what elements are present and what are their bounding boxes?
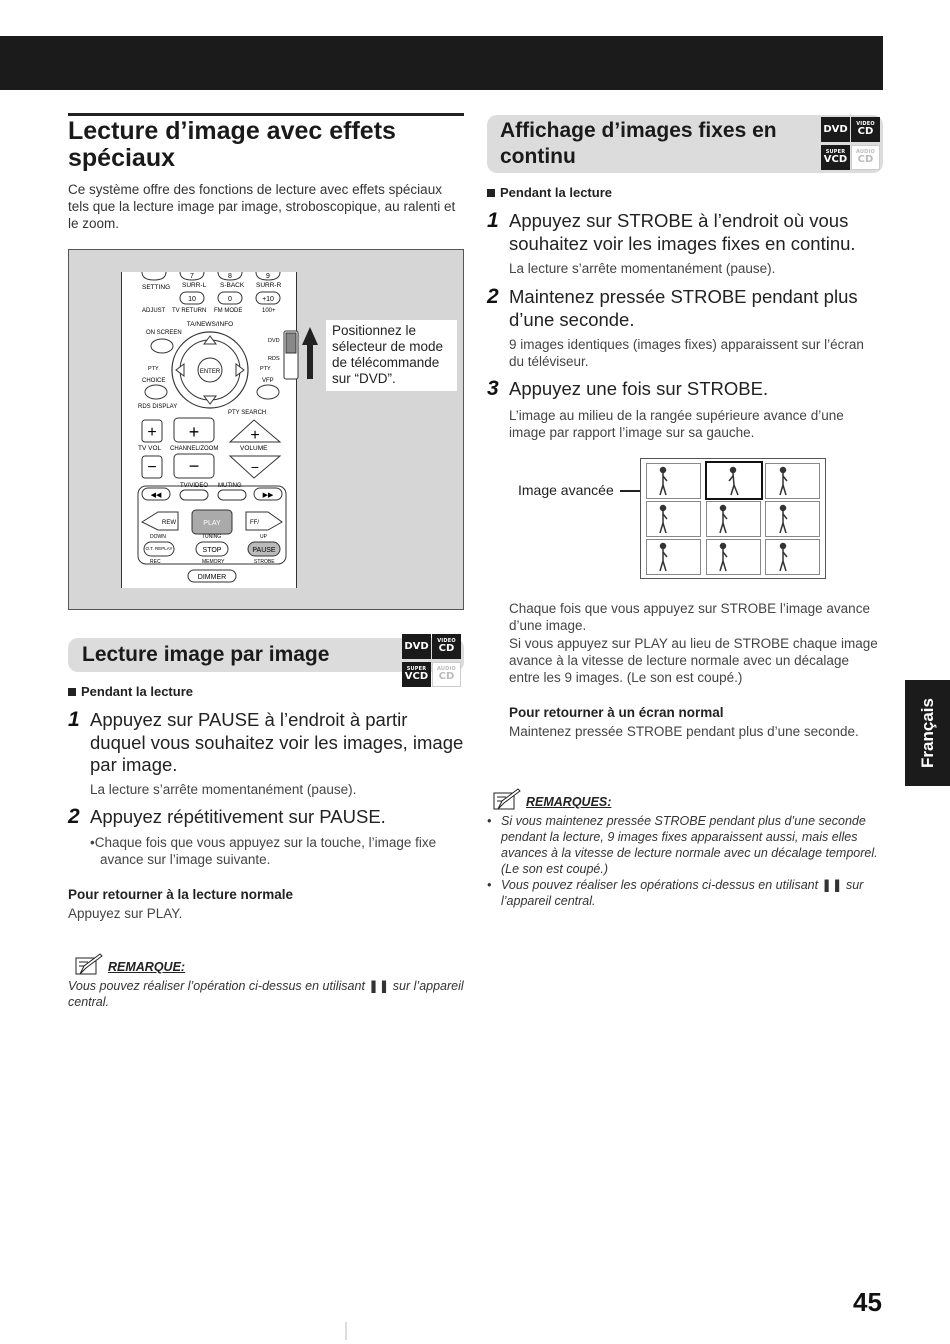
svg-text:PTY: PTY [260,366,271,372]
step-1-left: 1 Appuyez sur PAUSE à l’endroit à partir duquel vous souhaitez voir les images, image par image. [68,708,464,775]
svg-text:▶▶: ▶▶ [262,492,274,499]
mode-selector-arrow-icon [280,325,320,385]
step-2-right: 2 Maintenez pressée STROBE pendant plus d’une seconde. [487,285,858,330]
section-title-frame-by-frame: Lecture image par image [82,643,330,666]
svg-text:DOWN: DOWN [150,534,166,540]
svg-text:VOLUME: VOLUME [240,445,268,452]
svg-text:ENTER: ENTER [199,369,221,375]
return-normal-label: Pour retourner à la lecture normale [68,887,294,902]
language-tab: Français [905,680,950,786]
title-rule [68,113,464,116]
svg-text:100+: 100+ [262,308,276,314]
remark-bullet-2: • Vous pouvez réaliser les opérations ci-dessus en utilisant ❚❚ sur l’appareil central. [487,878,864,908]
svg-text:PTY SEARCH: PTY SEARCH [228,410,267,416]
step-3-right-note: L’image au milieu de la rangée supérieure avance d’une image par rapport l’image sur sa gauche. [509,408,844,440]
svg-text:STROBE: STROBE [254,559,275,565]
svg-text:ADJUST: ADJUST [142,308,166,314]
svg-text:CHOICE: CHOICE [142,378,166,384]
video-cd-badge-right: VIDEO CD [851,117,880,142]
dvd-badge-right: DVD [821,117,850,142]
remarks-heading: REMARQUES: [492,787,611,811]
svg-text:−: − [188,456,200,476]
return-normal-text: Appuyez sur PLAY. [68,906,183,921]
svg-text:TV VOL: TV VOL [138,445,162,452]
strobe-image-grid [640,458,826,579]
video-cd-badge: VIDEO CD [432,634,461,659]
notepad-pencil-icon [492,787,522,811]
svg-text:+: + [188,422,200,442]
svg-text:+: + [147,424,157,441]
step-2-left-note: •Chaque fois que vous appuyez sur la touche, l’image fixe avance sur l’image suivante. [90,835,437,867]
svg-text:S-BACK: S-BACK [220,282,245,289]
svg-text:RDS DISPLAY: RDS DISPLAY [138,404,178,410]
svg-text:TA/NEWS/INFO: TA/NEWS/INFO [186,321,234,328]
svg-text:TV RETURN: TV RETURN [172,308,207,314]
return-screen-text: Maintenez pressée STROBE pendant plus d’une seconde. [509,724,859,739]
svg-text:CHANNEL/ZOOM: CHANNEL/ZOOM [170,446,219,452]
super-vcd-badge-right: SUPER VCD [821,145,850,170]
subheading-during-playback-right: Pendant la lecture [487,185,612,200]
remark-heading: REMARQUE: [74,952,185,976]
svg-text:SURR-L: SURR-L [182,282,207,289]
svg-text:DIMMER: DIMMER [197,574,227,581]
svg-text:9: 9 [266,273,270,280]
svg-text:REW: REW [162,520,176,526]
svg-text:8: 8 [228,273,232,280]
strobe-paragraph-1: Chaque fois que vous appuyez sur STROBE l’image avance d’une image. [509,601,870,633]
step-1-right-note: La lecture s’arrête momentanément (pause). [509,261,776,276]
svg-text:REC: REC [150,559,161,565]
svg-text:0: 0 [228,296,232,303]
svg-text:VFP: VFP [262,378,274,384]
svg-text:STOP: STOP [202,547,222,554]
step-1-left-note: La lecture s’arrête momentanément (pause). [90,782,357,797]
svg-text:UP: UP [260,534,267,540]
svg-text:10: 10 [188,296,196,303]
svg-text:−: − [147,459,157,476]
advanced-image-label: Image avancée [518,482,614,498]
step-1-right: 1 Appuyez sur STROBE à l’endroit où vous souhaitez voir les images fixes en continu. [487,209,856,254]
svg-text:TV/VIDEO: TV/VIDEO [180,483,209,489]
step-2-left: 2 Appuyez répétitivement sur PAUSE. [68,805,386,828]
remote-drawing [122,272,298,588]
page-number: 45 [853,1287,882,1317]
return-screen-label: Pour retourner à un écran normal [509,705,724,720]
svg-text:+10: +10 [262,296,274,303]
remote-control-illustration [121,272,297,588]
step-3-right: 3 Appuyez une fois sur STROBE. [487,377,769,400]
remark-text: Vous pouvez réaliser l’opération ci-dessus en utilisant ❚❚ sur l’appareil central. [68,979,464,1009]
super-vcd-badge: SUPER VCD [402,662,431,687]
svg-text:SETTING: SETTING [142,284,171,291]
page-title: Lecture d’image avec effets spéciaux [68,117,396,172]
subheading-during-playback: Pendant la lecture [68,684,193,699]
svg-text:MEMORY: MEMORY [202,559,225,565]
section-title-strobe: Affichage d’images fixes en continu [500,119,777,168]
notepad-pencil-icon [74,952,104,976]
svg-text:FM MODE: FM MODE [214,308,243,314]
audio-cd-badge-right: AUDIO CD [851,145,880,170]
svg-text:O.T. REPLAY: O.T. REPLAY [145,546,173,551]
remark-bullet-1: • Si vous maintenez pressée STROBE pendant plus d’une seconde pendant la lecture, 9 images fixes apparaissent aussi, mais elles avances à la vitesse de lecture normale avec un décalage temporel. (Le son est coupé.) [487,814,878,876]
intro-text: Ce système offre des fonctions de lecture avec effets spéciaux tels que la lecture image par image, stroboscopique, au ralenti et le zoom. [68,182,456,231]
strobe-paragraph-2: Si vous appuyez sur PLAY au lieu de STROBE chaque image avance à la vitesse de lecture normale avec un décalage entre les 9 images. (Le son est coupé.) [509,636,878,685]
svg-text:−: − [250,459,260,475]
svg-text:DVD: DVD [268,338,280,344]
svg-text:TUNING: TUNING [202,534,222,540]
figure-silhouettes [641,459,827,580]
header-bar [0,36,883,90]
svg-text:PAUSE: PAUSE [252,547,276,554]
svg-text:MUTING: MUTING [218,483,242,489]
divider [345,1322,347,1340]
step-2-right-note: 9 images identiques (images fixes) apparaissent sur l’écran du téléviseur. [509,337,864,369]
svg-text:PTY: PTY [148,366,159,372]
svg-text:FF/: FF/ [250,520,259,526]
mode-selector-callout: Positionnez le sélecteur de mode de télécommande sur “DVD”. [326,320,457,391]
svg-text:+: + [250,427,260,444]
svg-text:RDS: RDS [268,356,280,362]
svg-text:7: 7 [190,273,194,280]
dvd-badge: DVD [402,634,431,659]
svg-text:ON SCREEN: ON SCREEN [146,330,182,336]
svg-text:◀◀: ◀◀ [150,492,162,499]
audio-cd-badge: AUDIO CD [432,662,461,687]
svg-text:SURR-R: SURR-R [256,282,282,289]
svg-text:PLAY: PLAY [203,520,221,527]
